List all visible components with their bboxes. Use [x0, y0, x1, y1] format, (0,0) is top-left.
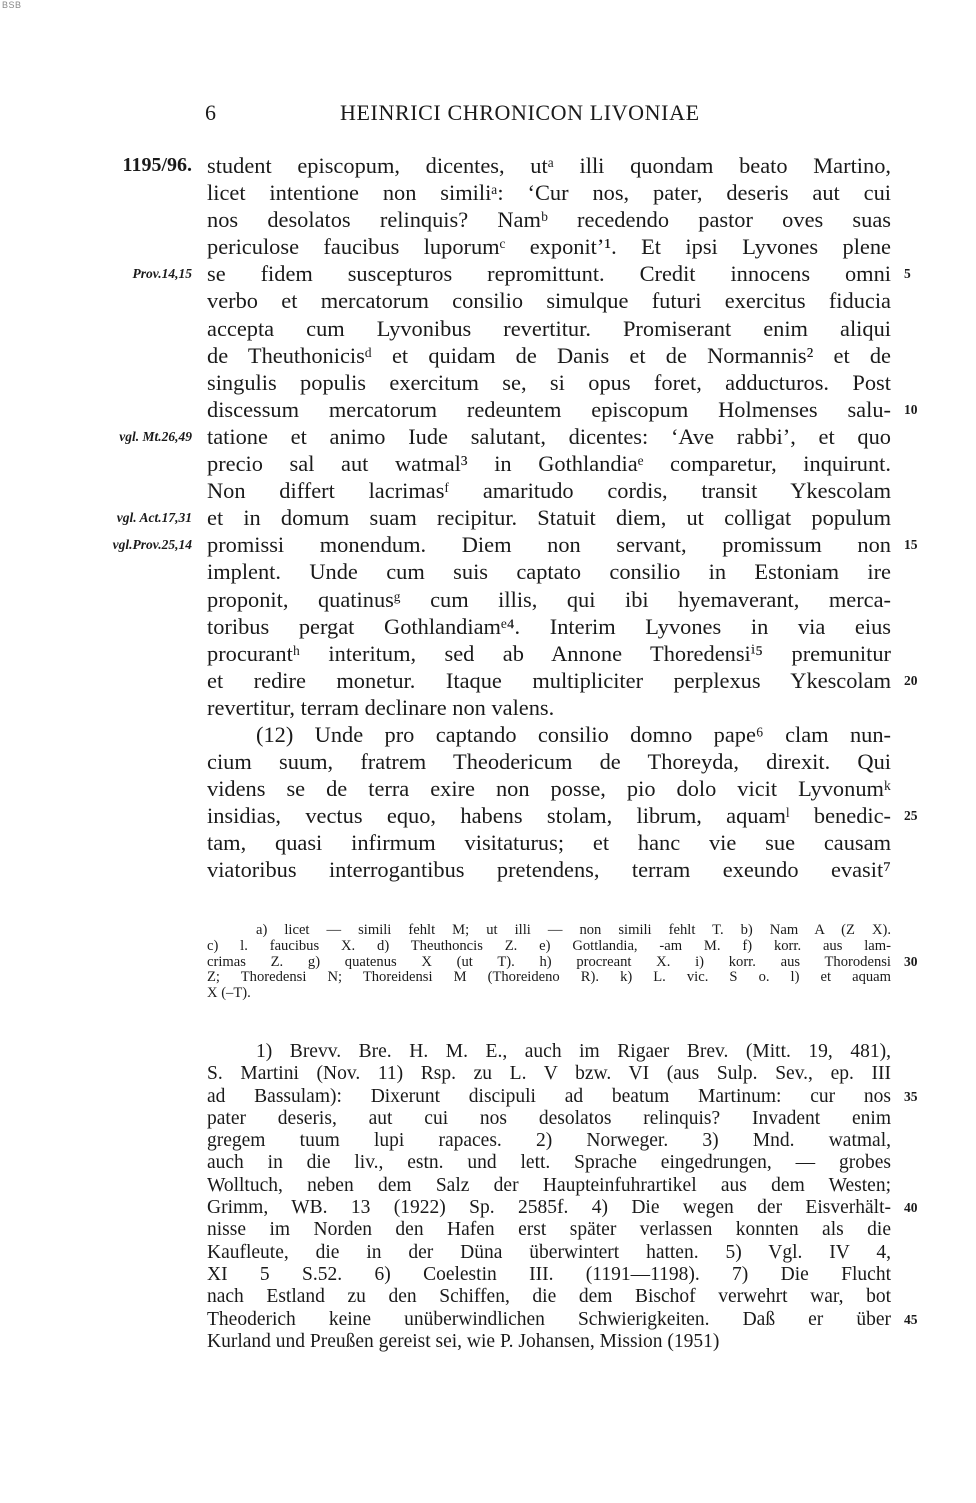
page-number: 6 [205, 100, 216, 125]
line-number: 15 [904, 537, 918, 553]
main-text-line [0, 206, 976, 233]
main-text-line [0, 342, 976, 369]
main-text-line-text: student episcopum, dicentes, utᵃ illi quondam beato Martino, [207, 153, 891, 178]
note-line-text: XI 5 S.52. 6) Coelestin III. (1191—1198). 7) Die Flucht [207, 1263, 891, 1285]
line-number: 20 [904, 672, 918, 688]
apparatus-line-text: a) licet — simili fehlt M; ut illi — non simili fehlt T. b) Nam A (Z X). [256, 922, 891, 938]
apparatus-line-text: c) l. faucibus X. d) Theuthoncis Z. e) Gottlandia, -am M. f) korr. aus lam- [207, 937, 891, 954]
main-text-line [0, 694, 976, 721]
note-line-text: auch in die liv., estn. und lett. Sprache eingedrungen, — grobes [207, 1152, 891, 1174]
main-text-line-text: singulis populis exercitum se, si opus foret, adducturos. Post [207, 369, 891, 395]
margin-reference: vgl.Prov.25,14 [112, 537, 192, 553]
main-text-line-text: tam, quasi infirmum visitaturus; et hanc vie sue causam [207, 830, 891, 856]
main-text-line [0, 287, 976, 314]
line-number: 5 [904, 266, 911, 282]
note-line-text: 1) Brevv. Bre. H. M. E., auch im Rigaer Brev. (Mitt. 19, 481), [256, 1041, 891, 1062]
main-text-line-text: toribus pergat Gothlandiamᵉ⁴. Interim Lyvones in via eius [207, 613, 891, 639]
line-number: 35 [904, 1088, 918, 1104]
note-line-text: Theoderich keine unüberwindlichen Schwierigkeiten. Daß er über [207, 1308, 891, 1330]
main-text-line [0, 260, 976, 287]
main-text-line-text: periculose faucibus luporumᶜ exponit’¹. Et ipsi Lyvones plene [207, 234, 891, 260]
note-line [0, 1264, 976, 1286]
main-text-line [0, 504, 976, 531]
main-text-line-text: nos desolatos relinquis? Namᵇ recedendo pastor oves suas [207, 207, 891, 233]
note-line [0, 1309, 976, 1331]
main-text-line-text: (12) Unde pro captando consilio domno pape⁶ clam nun- [256, 721, 891, 747]
note-line [0, 1130, 976, 1152]
main-text-line-text: revertitur, terram declinare non valens. [207, 694, 555, 720]
note-line-text: pater deseris, aut cui nos desolatos relinquis? Invadent enim [207, 1107, 891, 1129]
margin-reference: vgl. Act.17,31 [116, 510, 192, 526]
main-text-line-text: implent. Unde cum suis captato consilio in Estoniam ire [207, 559, 891, 585]
note-line [0, 1108, 976, 1130]
apparatus-line-text: crimas Z. g) quatenus X (ut T). h) procreant X. i) korr. aus Thorodensi [207, 953, 891, 970]
note-line [0, 1219, 976, 1241]
main-text-line [0, 613, 976, 640]
line-number: 10 [904, 401, 918, 417]
note-line [0, 1152, 976, 1174]
apparatus-line [0, 985, 976, 1001]
main-text-line [0, 450, 976, 477]
main-text-line [0, 477, 976, 504]
apparatus-line [0, 969, 976, 985]
main-text-line-text: promissi monendum. Diem non servant, promissum non [207, 532, 891, 558]
main-text-line-text: insidias, vectus equo, habens stolam, librum, aquamˡ benedic- [207, 803, 891, 829]
note-line [0, 1063, 976, 1085]
main-text-line-text: de Theuthonicisᵈ et quidam de Danis et de Normannis² et de [207, 342, 891, 368]
main-text-line-text: se fidem suscepturos repromittunt. Credit innocens omni [207, 261, 891, 287]
margin-reference: vgl. Mt.26,49 [119, 428, 192, 444]
main-text-line [0, 179, 976, 206]
main-text-line-text: viatoribus interrogantibus pretendens, terram exeundo evasit⁷ [207, 857, 891, 883]
note-line [0, 1041, 976, 1063]
note-line-text: Kurland und Preußen gereist sei, wie P. Johansen, Mission (1951) [207, 1330, 720, 1352]
apparatus-line [0, 938, 976, 954]
running-head: HEINRICI CHRONICON LIVONIAE [340, 100, 700, 125]
main-text-line [0, 775, 976, 802]
main-text-line-text: tatione et animo Iude salutant, dicentes: ‘Ave rabbi’, et quo [207, 423, 891, 449]
main-text-line-text: proponit, quatinusᵍ cum illis, qui ibi hyemaverant, merca- [207, 586, 891, 612]
library-stamp: BSB [2, 0, 22, 10]
margin-year: 1195/96. [122, 154, 192, 176]
note-line [0, 1331, 976, 1353]
line-number: 25 [904, 808, 918, 824]
main-text-line-text: discessum mercatorum redeuntem episcopum Holmenses salu- [207, 396, 891, 422]
note-line-text: nisse im Norden den Hafen erst später verlassen konnten als die [207, 1219, 891, 1241]
main-text-line [0, 829, 976, 856]
margin-reference: Prov.14,15 [132, 266, 192, 282]
note-line-text: nach Estland zu den Schiffen, die dem Bischof verwehrt war, bot [207, 1286, 891, 1308]
main-text-line-text: Non differt lacrimasᶠ amaritudo cordis, transit Ykescolam [207, 478, 891, 504]
main-text-line-text: precio sal aut watmal³ in Gothlandiaᵉ comparetur, inquirunt. [207, 451, 891, 477]
main-text-line-text: procurantʰ interitum, sed ab Annone Thoredensiⁱ⁵ premunitur [207, 640, 891, 666]
main-text-line-text: licet intentione non similiᵃ: ‘Cur nos, pater, deseris aut cui [207, 180, 891, 206]
note-line [0, 1286, 976, 1308]
note-line [0, 1242, 976, 1264]
main-text-line-text: et redire monetur. Itaque multipliciter perplexus Ykescolam [207, 667, 891, 693]
main-text-line [0, 640, 976, 667]
note-line-text: ad Bassulam): Dixerunt discipuli ad beatum Martinum: cur nos [207, 1085, 891, 1107]
main-text-line [0, 748, 976, 775]
line-number: 30 [904, 953, 918, 969]
note-line [0, 1175, 976, 1197]
note-line-text: Grimm, WB. 13 (1922) Sp. 2585f. 4) Die wegen der Eisverhält- [207, 1197, 891, 1219]
main-text-line [0, 558, 976, 585]
note-line-text: Kaufleute, die in der Düna überwintert hatten. 5) Vgl. IV 4, [207, 1241, 891, 1263]
note-line-text: S. Martini (Nov. 11) Rsp. zu L. V bzw. VI (aus Sulp. Sev., ep. III [207, 1063, 891, 1085]
main-text-line-text: accepta cum Lyvonibus revertitur. Promiserant enim aliqui [207, 315, 891, 341]
note-line-text: gregem tuum lupi rapaces. 2) Norweger. 3) Mnd. watmal, [207, 1130, 891, 1152]
main-text-line [0, 721, 976, 748]
main-text-line [0, 586, 976, 613]
commentary-notes [0, 1041, 976, 1353]
apparatus-line [0, 954, 976, 970]
note-line [0, 1086, 976, 1108]
main-text-line [0, 531, 976, 558]
line-number: 45 [904, 1311, 918, 1327]
apparatus-line-text: Z; Thoredensi N; Thoreidensi M (Thoreideno R). k) L. vic. S o. l) et aquam [207, 969, 891, 986]
main-text-line-text: cium suum, fratrem Theodericum de Thoreyda, direxit. Qui [207, 749, 891, 775]
main-text-line [0, 856, 976, 883]
main-text [0, 152, 976, 884]
main-text-line [0, 396, 976, 423]
apparatus-line-text: X (–T). [207, 985, 251, 1002]
line-number: 40 [904, 1200, 918, 1216]
apparatus-line [0, 922, 976, 938]
main-text-line [0, 152, 976, 179]
main-text-line [0, 667, 976, 694]
critical-apparatus [0, 922, 976, 1001]
main-text-line [0, 233, 976, 260]
main-text-line [0, 423, 976, 450]
main-text-line [0, 315, 976, 342]
main-text-line-text: verbo et mercatorum consilio simulque futuri exercitus fiducia [207, 288, 891, 314]
note-line-text: Wolltuch, neben dem Salz der Haupteinfuhrartikel aus dem Westen; [207, 1174, 891, 1196]
main-text-line [0, 369, 976, 396]
note-line [0, 1197, 976, 1219]
main-text-line [0, 802, 976, 829]
main-text-line-text: videns se de terra exire non posse, pio dolo vicit Lyvonumᵏ [207, 776, 891, 802]
main-text-line-text: et in domum suam recipitur. Statuit diem, ut colligat populum [207, 505, 891, 531]
